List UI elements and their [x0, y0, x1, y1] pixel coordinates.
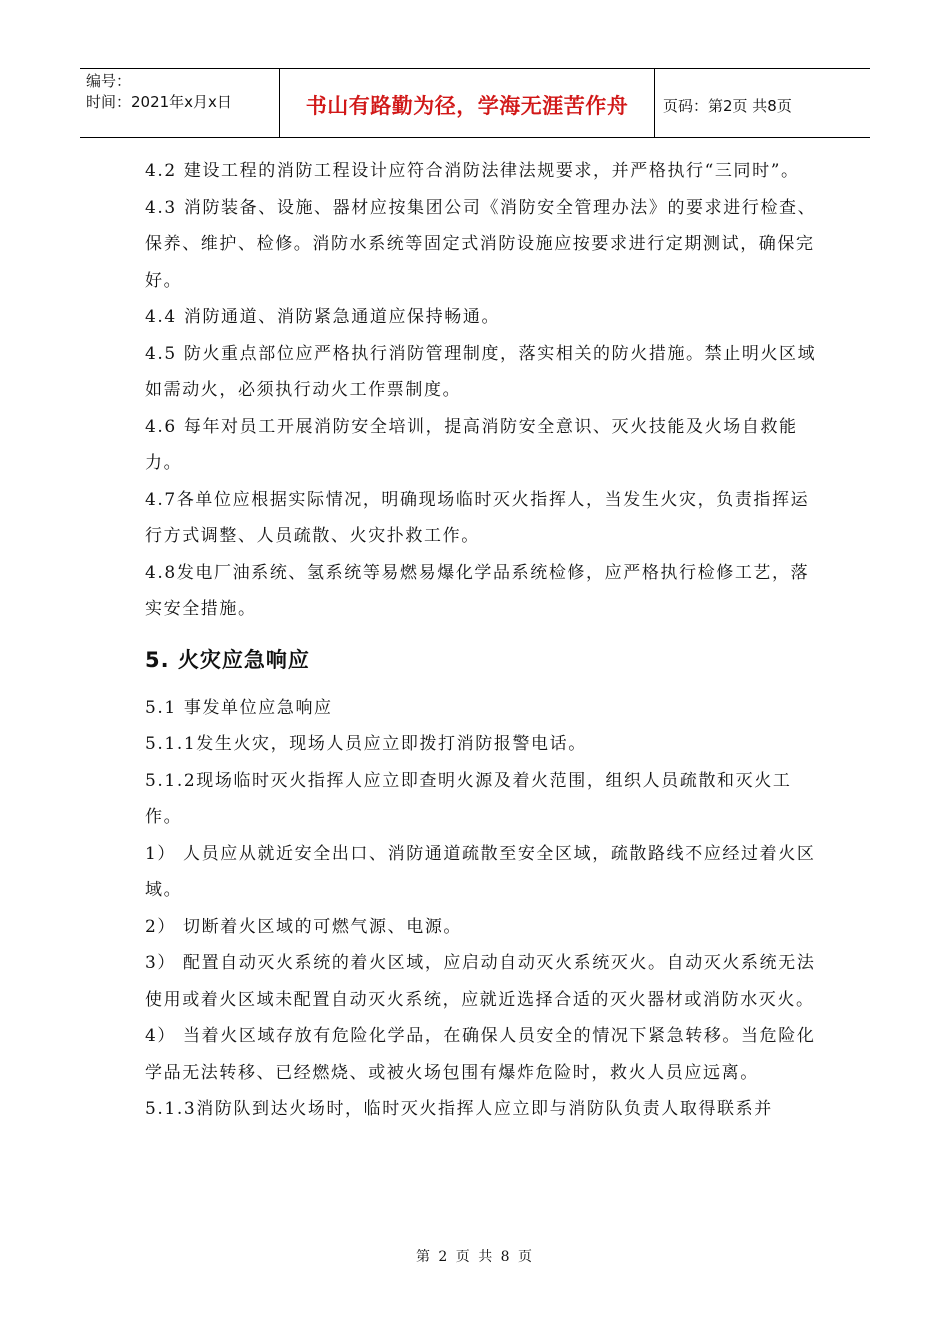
list-item-1: 1） 人员应从就近安全出口、消防通道疏散至安全区域，疏散路线不应经过着火区域。	[145, 843, 816, 900]
paragraph-5-1-3: 5.1.3消防队到达火场时，临时灭火指挥人应立即与消防队负责人取得联系并	[145, 1099, 773, 1119]
paragraph-5-1-2: 5.1.2现场临时灭火指挥人应立即查明火源及着火范围，组织人员疏散和灭火工作。	[145, 770, 792, 827]
paragraph-4-4: 4.4 消防通道、消防紧急通道应保持畅通。	[145, 307, 501, 327]
paragraph-4-3: 4.3 消防装备、设施、器材应按集团公司《消防安全管理办法》的要求进行检查、保养、维护、检修。消防水系统等固定式消防设施应按要求进行定期测试，确保完好。	[145, 197, 817, 291]
list-item-4: 4） 当着火区域存放有危险化学品，在确保人员安全的情况下紧急转移。当危险化学品无法转移、已经燃烧、或被火场包围有爆炸危险时，救火人员应远离。	[145, 1026, 816, 1083]
paragraph-4-2: 4.2 建设工程的消防工程设计应符合消防法律法规要求，并严格执行“三同时”。	[145, 161, 800, 181]
paragraph-4-7: 4.7各单位应根据实际情况，明确现场临时灭火指挥人，当发生火灾，负责指挥运行方式调整、人员疏散、火灾扑救工作。	[145, 489, 810, 546]
document-body	[145, 153, 817, 1128]
page-footer: 第 2 页 共 8 页	[415, 1249, 535, 1265]
list-item-2: 2） 切断着火区域的可燃气源、电源。	[145, 916, 463, 937]
paragraph-4-6: 4.6 每年对员工开展消防安全培训，提高消防安全意识、灭火技能及火场自救能力。	[145, 416, 798, 473]
header-slogan: 书山有路勤为径，学海无涯苦作舟	[280, 69, 655, 137]
document-date: 时间：2021年x月x日	[86, 93, 232, 111]
paragraph-4-5: 4.5 防火重点部位应严格执行消防管理制度，落实相关的防火措施。禁止明火区域如需动火，必须执行动火工作票制度。	[145, 343, 817, 400]
paragraph-5-1: 5.1 事发单位应急响应	[145, 697, 333, 718]
paragraph-5-1-1: 5.1.1发生火灾，现场人员应立即拨打消防报警电话。	[145, 734, 587, 754]
header-page-info: 页码：第2页 共8页	[663, 96, 792, 115]
document-number-label: 编号：	[86, 72, 132, 90]
header-meta	[80, 69, 280, 137]
section-heading-5: 5. 火灾应急响应	[145, 647, 310, 672]
page-header	[80, 68, 870, 138]
list-item-3: 3） 配置自动灭火系统的着火区域，应启动自动灭火系统灭火。自动灭火系统无法使用或着火区域未配置自动灭火系统，应就近选择合适的灭火器材或消防水灭火。	[145, 953, 816, 1010]
paragraph-4-8: 4.8发电厂油系统、氢系统等易燃易爆化学品系统检修，应严格执行检修工艺，落实安全措施。	[145, 562, 810, 619]
